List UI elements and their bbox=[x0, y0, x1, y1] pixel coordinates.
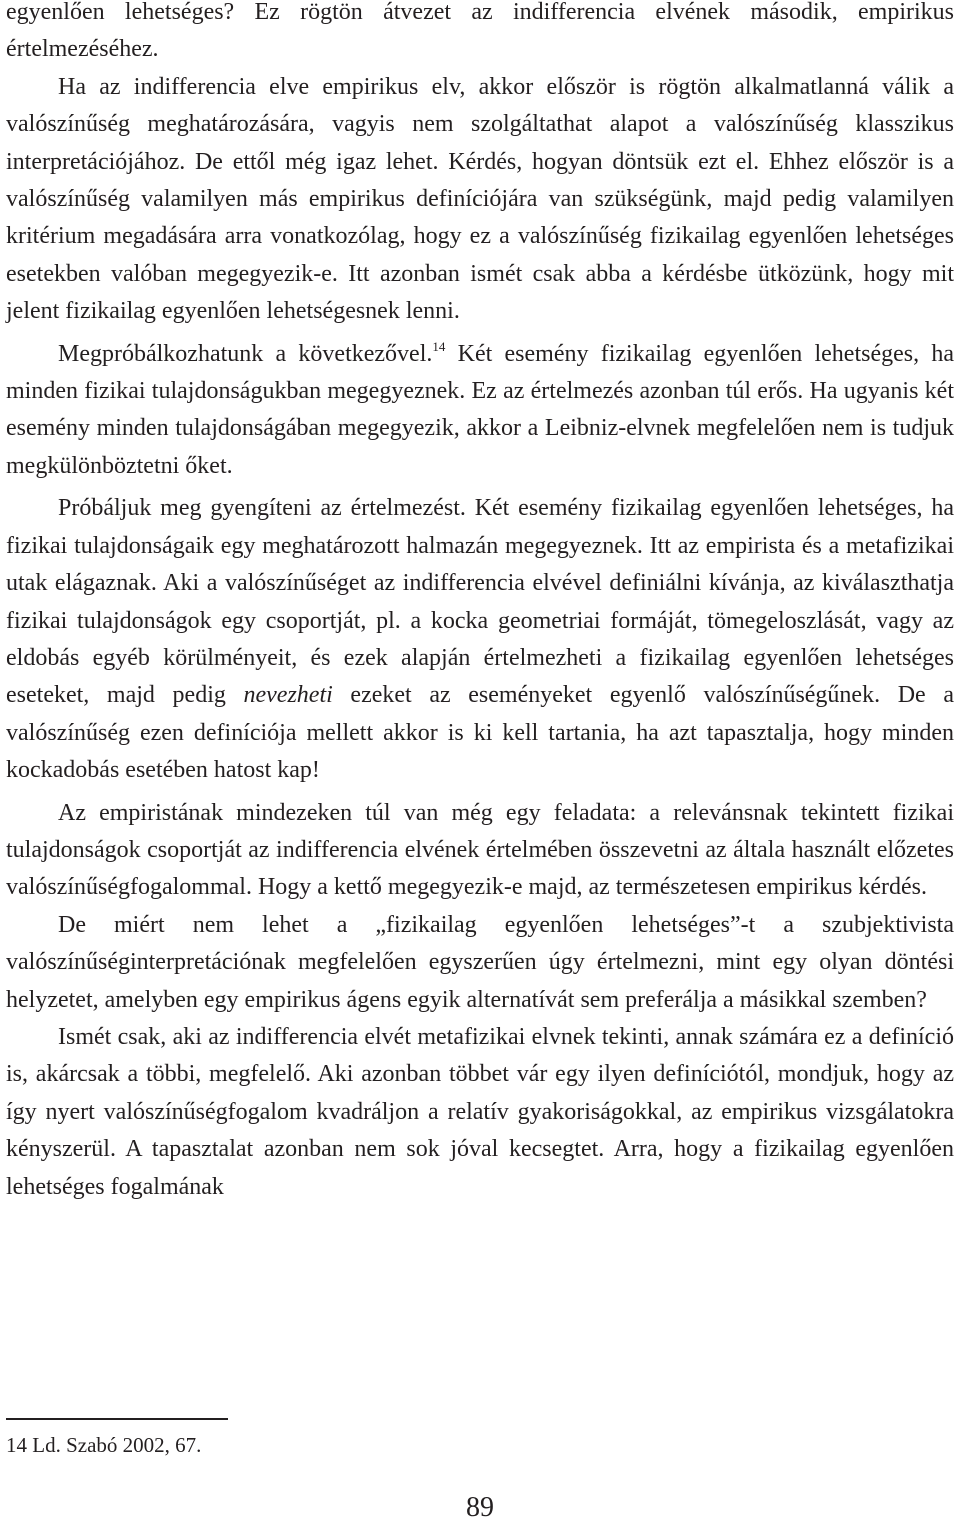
paragraph-with-emphasis bbox=[6, 490, 954, 789]
paragraph-text-before-ref: Megpróbálkozhatunk a következővel. bbox=[58, 340, 433, 367]
footnote-reference[interactable]: 14 bbox=[432, 338, 446, 354]
paragraph-text-after-ref: Két esemény fizikailag egyenlően lehetséges, ha minden fizikai tulajdonságukban megegyeznek. Ez az értelmezés azonban túl erős. Ha ugyanis két esemény minden tulajdonságában megegyezik, akkor a Leibniz-elvnek megfelelően nem is tudjuk megkülönböztetni őket. bbox=[6, 340, 955, 479]
paragraph-text-before-em: Próbáljuk meg gyengíteni az értelmezést. Két esemény fizikailag egyenlően lehetséges, ha fizikai tulajdonságaik egy meghatározott halmazán megegyeznek. Itt az empirista és a metafizikai utak elágaznak. Aki a valószínűséget az indifferencia elvével definiálni kívánja, az kiválaszthatja fizikai tulajdonságok egy csoportját, pl. a kocka geometriai formáját, tömegeloszlását, vagy az eldobás egyéb körülményeit, és ezek alapján értelmezheti a fizikailag egyenlően lehetséges eseteket, majd pedig bbox=[6, 495, 954, 709]
paragraph: Ha az indifferencia elve empirikus elv, akkor először is rögtön alkalmatlanná válik a valószínűség meghatározására, vagyis nem szolgáltathat alapot a valószínűség klasszikus interpretációjához. De ettől még igaz lehet. Kérdés, hogyan döntsük ezt el. Ehhez először is a valószínűség valamilyen más empirikus definíciójára van szükségünk, majd pedig valamilyen kritérium megadására arra vonatkozólag, hogy ez a valószínűség fizikailag egyenlően lehetséges esetekben valóban megegyezik-e. Itt azonban ismét csak abba a kérdésbe ütközünk, hogy mit jelent fizikailag egyenlően lehetségesnek lenni. bbox=[6, 73, 954, 325]
paragraph: De miért nem lehet a „fizikailag egyenlően lehetséges”-t a szubjektivista valószínűséginterpretációnak megfelelően egyszerűen úgy értelmezni, mint egy olyan döntési helyzetet, amelyben egy empirikus ágens egyik alternatívát sem preferálja a másikkal szemben? bbox=[6, 911, 954, 1013]
emphasized-word: nevezheti bbox=[243, 682, 333, 709]
paragraph-with-footnote-ref bbox=[6, 336, 954, 486]
paragraph-text-after-em: ezeket az eseményeket egyenlő valószínűségűnek. De a valószínűség ezen definíciója mellett akkor is ki kell tartania, ha azt tapasztalja, hogy minden kockadobás esetében hatost kap! bbox=[6, 682, 954, 784]
body-text bbox=[6, 0, 954, 1206]
paragraph-continuation: egyenlően lehetséges? Ez rögtön átvezet az indifferencia elvének második, empirikus értelmezéséhez. bbox=[6, 0, 954, 63]
footnote: 14 Ld. Szabó 2002, 67. bbox=[6, 1433, 202, 1457]
paragraph: Az empiristának mindezeken túl van még egy feladata: a relevánsnak tekintett fizikai tulajdonságok csoportját az indifferencia elvének értelmében összevetni az általa használt előzetes valószínűségfogalommal. Hogy a kettő megegyezik-e majd, az természetesen empirikus kérdés. bbox=[6, 799, 954, 901]
paragraph: Ismét csak, aki az indifferencia elvét metafizikai elvnek tekinti, annak számára ez a definíció is, akárcsak a többi, megfelelő. Aki azonban többet vár egy ilyen definíciótól, mondjuk, hogy az így nyert valószínűségfogalom kvadráljon a relatív gyakoriságokkal, az empirikus vizsgálatokra kényszerül. A tapasztalat azonban nem sok jóval kecsegtet. Arra, hogy a fizikailag egyenlően lehetséges fogalmának bbox=[6, 1023, 954, 1200]
footnote-separator bbox=[6, 1418, 228, 1420]
page-number: 89 bbox=[466, 1492, 494, 1523]
